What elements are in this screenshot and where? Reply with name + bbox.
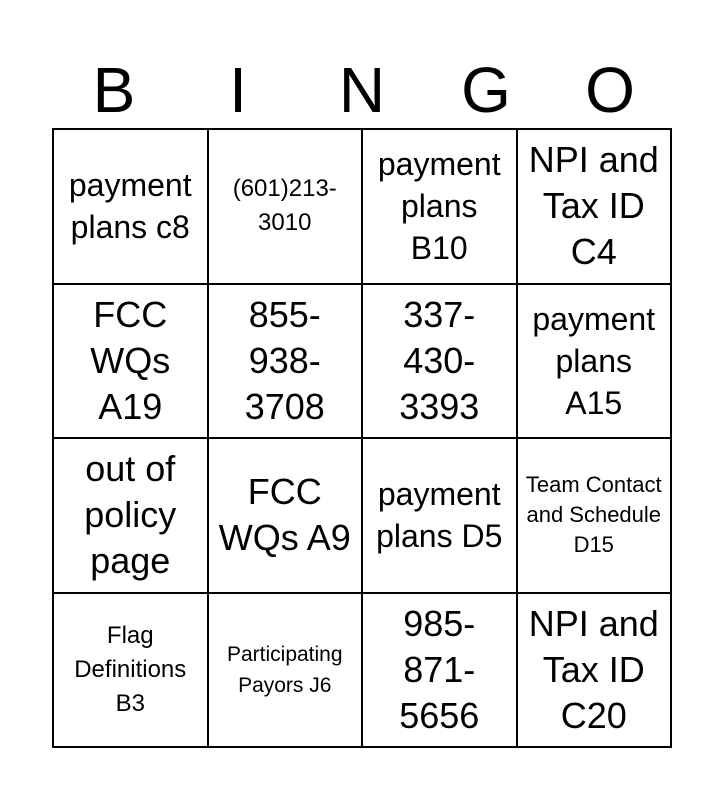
bingo-cell[interactable]: [363, 594, 518, 749]
bingo-cell[interactable]: [54, 594, 209, 749]
bingo-cell[interactable]: [54, 285, 209, 440]
bingo-header: [52, 52, 672, 128]
header-letter-o: O: [585, 54, 635, 126]
bingo-cell[interactable]: [518, 594, 673, 749]
header-letter-b: B: [92, 54, 136, 126]
bingo-cell[interactable]: [518, 130, 673, 285]
cell-text: 985-871-5656: [399, 602, 480, 736]
bingo-cell[interactable]: [54, 130, 209, 285]
bingo-cell[interactable]: [518, 439, 673, 594]
cell-text: FCC WQs A9: [218, 471, 351, 559]
header-letter-g: G: [461, 54, 511, 126]
cell-text: payment plans c8: [68, 167, 192, 246]
cell-text: payment plans D5: [376, 476, 503, 555]
bingo-board: [52, 128, 672, 748]
cell-text: Flag Definitions B3: [74, 621, 187, 717]
cell-text: payment plans B10: [377, 146, 501, 267]
header-letter-i: I: [229, 54, 247, 126]
bingo-cell[interactable]: [209, 594, 364, 749]
cell-text: 855-938-3708: [244, 293, 325, 427]
bingo-cell[interactable]: [209, 130, 364, 285]
bingo-cell[interactable]: [363, 130, 518, 285]
cell-text: FCC WQs A19: [90, 293, 171, 427]
cell-text: NPI and Tax ID C20: [528, 602, 659, 736]
bingo-cell[interactable]: [363, 439, 518, 594]
bingo-cell[interactable]: [363, 285, 518, 440]
bingo-cell[interactable]: [54, 439, 209, 594]
cell-text: payment plans A15: [532, 300, 656, 421]
bingo-cell[interactable]: [518, 285, 673, 440]
cell-text: Team Contact and Schedule D15: [525, 472, 662, 558]
cell-text: Participating Payors J6: [226, 642, 343, 697]
cell-text: 337-430-3393: [399, 293, 480, 427]
cell-text: out of policy page: [84, 448, 177, 582]
header-letter-n: N: [338, 54, 386, 126]
cell-text: (601)213-3010: [232, 175, 337, 237]
bingo-cell[interactable]: [209, 285, 364, 440]
cell-text: NPI and Tax ID C4: [528, 139, 659, 273]
bingo-cell[interactable]: [209, 439, 364, 594]
